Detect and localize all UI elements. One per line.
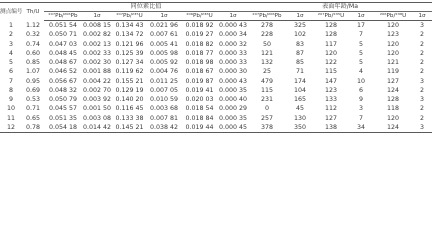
table-cell: 7	[358, 31, 363, 39]
table-cell: 83	[295, 40, 304, 48]
table-cell: 127	[386, 77, 400, 85]
table-cell: 0.051 35	[48, 114, 78, 122]
table-cell: 0.005 98	[149, 49, 179, 57]
table-cell: 85	[295, 59, 304, 66]
table-row	[0, 123, 432, 133]
table-cell: 132	[260, 59, 274, 66]
table-cell: 350	[286, 123, 314, 133]
table-cell: 0.007 05	[149, 86, 179, 94]
table-cell: 0.047 03	[48, 40, 78, 48]
table-cell: 0.127 34	[115, 59, 144, 66]
table-cell: 0.000 35	[218, 114, 248, 122]
table-cell: 0.000 43	[218, 22, 248, 29]
table-cell: 0.048 32	[48, 86, 78, 94]
table-cell: 174	[293, 77, 307, 85]
table-cell: 0.046 52	[48, 68, 78, 76]
table-cell: 0.018 92	[185, 22, 214, 29]
table-cell: 2	[420, 40, 425, 48]
table-cell: 120	[386, 114, 400, 122]
table-cell: 71	[295, 68, 304, 76]
table-cell: 0.95	[25, 77, 41, 85]
table-cell: 479	[260, 77, 274, 85]
table-cell: 124	[374, 123, 412, 133]
table-row	[0, 86, 432, 95]
header-age-col: 1σ	[348, 12, 374, 21]
table-cell: 0.121 96	[115, 40, 144, 48]
table-cell: 0.038 42	[147, 123, 181, 133]
table-cell: 0.140 20	[115, 96, 144, 103]
table-cell: 9	[8, 96, 13, 103]
table-cell: 121	[386, 59, 400, 66]
table-cell: 0.32	[25, 31, 41, 39]
table-cell: 5	[358, 59, 363, 66]
table-cell: 4	[358, 68, 363, 76]
table-cell: 147	[324, 77, 338, 85]
table-cell: 0.002 70	[82, 86, 112, 94]
table-cell: 0.155 21	[115, 77, 144, 85]
table-cell: 119	[386, 68, 400, 76]
table-cell: 0.021 96	[149, 22, 179, 29]
table-cell: 0.000 43	[218, 77, 248, 85]
table-cell: 0.002 33	[82, 49, 112, 57]
table-cell: 0.000 30	[218, 68, 248, 76]
table-cell: 1.12	[25, 21, 41, 29]
table-cell: 0.65	[25, 114, 41, 122]
table-cell: 0.60	[25, 49, 41, 57]
table-cell: 231	[260, 96, 274, 103]
table-cell: 133	[324, 96, 338, 103]
table-cell: 0.050 79	[48, 96, 78, 103]
table-cell: 9	[358, 96, 363, 103]
table-cell: 0.018 98	[185, 59, 214, 66]
table-row	[0, 49, 432, 58]
table-cell: 0.000 35	[218, 86, 248, 94]
table-cell: 0.003 92	[82, 96, 112, 103]
table-cell: 0.018 67	[185, 68, 214, 76]
table-cell: 2	[420, 49, 425, 57]
table-cell: 120	[324, 49, 338, 57]
table-cell: 123	[386, 31, 400, 39]
header-age-col: 1σ	[412, 12, 432, 21]
table-cell: 112	[324, 105, 338, 113]
table-cell: 2	[420, 31, 425, 39]
table-cell: 0.000 29	[218, 105, 248, 113]
table-cell: 0	[264, 105, 269, 113]
table-cell: 0.019 27	[185, 31, 214, 39]
table-cell: 102	[293, 31, 307, 39]
table-cell: 0.116 45	[115, 105, 144, 113]
header-surface-age: 表面年龄/Ma	[248, 3, 432, 12]
table-cell: 0.002 82	[82, 31, 112, 39]
table-cell: 0.000 33	[218, 59, 248, 66]
table-cell: 50	[262, 40, 271, 48]
table-cell: 8	[8, 86, 13, 94]
table-cell: 0.014 42	[82, 123, 112, 131]
table-cell: 25	[262, 68, 271, 76]
table-row	[0, 114, 432, 123]
table-cell: 0.051 54	[48, 22, 78, 29]
table-cell: 0.000 40	[218, 96, 248, 103]
table-cell: 0.119 62	[115, 68, 144, 76]
header-spot-no: 测点编号	[0, 3, 22, 21]
table-cell: 0.011 25	[149, 77, 179, 85]
table-header	[0, 3, 432, 21]
table-cell: 0.048 45	[48, 49, 78, 57]
header-age-col: 1σ	[286, 12, 314, 21]
table-cell: 11	[6, 114, 15, 122]
table-cell: 120	[386, 40, 400, 48]
table-cell: 0.133 38	[115, 114, 144, 122]
table-cell: 10	[356, 77, 365, 85]
table-cell: 7	[8, 77, 13, 85]
table-row	[0, 95, 432, 104]
table-cell: 0.007 61	[149, 31, 179, 39]
table-cell: 0.145 21	[112, 123, 147, 133]
table-cell: 0.000 32	[218, 40, 248, 48]
table-cell: 0.019 87	[185, 77, 214, 85]
table-cell: 0.019 44	[181, 123, 218, 133]
table-row	[0, 104, 432, 113]
subheader-row	[0, 12, 432, 21]
table-cell: 0.002 13	[82, 40, 112, 48]
header-ratio-col: 1σ	[82, 12, 112, 21]
table-cell: 378	[248, 123, 286, 133]
table-cell: 7	[358, 114, 363, 122]
header-ratio-col: ²⁰⁷Pb/²³⁵U	[112, 12, 147, 21]
table-cell: 0.000 34	[218, 31, 248, 39]
table-cell: 130	[293, 114, 307, 122]
header-ratio-col: 1σ	[147, 12, 181, 21]
table-cell: 0.74	[25, 40, 41, 48]
table-cell: 120	[386, 22, 400, 29]
table-cell: 3	[420, 22, 425, 29]
header-ratio-col: 1σ	[218, 12, 248, 21]
table-cell: 3	[420, 77, 425, 85]
table-cell: 115	[324, 68, 338, 76]
table-cell: 0.53	[25, 96, 41, 103]
table-cell: 17	[356, 22, 365, 29]
table-cell: 0.134 43	[115, 22, 144, 29]
table-cell: 2	[420, 114, 425, 122]
table-cell: 0.001 88	[82, 68, 112, 76]
table-cell: 0.003 68	[149, 105, 179, 113]
table-cell: 121	[260, 49, 274, 57]
table-cell: 3	[358, 105, 363, 113]
table-cell: 0.054 18	[44, 123, 82, 133]
header-age-col: ²⁰⁶Pb/²³⁸U	[374, 12, 412, 21]
table-cell: 2	[420, 68, 425, 76]
table-cell: 0.018 82	[185, 40, 214, 48]
table-cell: 257	[260, 114, 274, 122]
table-row	[0, 40, 432, 49]
header-isotope-ratios: 同位素比值	[44, 3, 248, 12]
table-cell: 0.129 19	[115, 86, 144, 94]
table-cell: 0.000 33	[218, 49, 248, 57]
table-cell: 87	[295, 49, 304, 57]
table-cell: 0.69	[25, 86, 41, 94]
table-cell: 0.005 41	[149, 40, 179, 48]
table-cell: 2	[8, 31, 13, 39]
table-cell: 2	[420, 86, 425, 94]
table-cell: 120	[386, 49, 400, 57]
table-cell: 34	[348, 123, 374, 133]
table-cell: 0.004 22	[82, 77, 112, 85]
table-cell: 0.004 76	[149, 68, 179, 76]
table-cell: 4	[8, 49, 13, 57]
header-age-col: ²⁰⁷Pb/²³⁵U	[314, 12, 348, 21]
table-cell: 45	[295, 105, 304, 113]
table-cell: 1	[8, 21, 13, 29]
table-cell: 0.85	[25, 59, 41, 66]
table-cell: 0.007 81	[149, 114, 179, 122]
table-cell: 128	[324, 22, 338, 29]
table-cell: 0.056 67	[48, 77, 78, 85]
table-cell: 5	[358, 49, 363, 57]
table-cell: 325	[293, 22, 307, 29]
table-cell: 278	[260, 22, 274, 29]
table-cell: 0.018 54	[185, 105, 214, 113]
table-cell: 117	[324, 40, 338, 48]
table-cell: 123	[324, 86, 338, 94]
header-th-u: Th/U	[22, 3, 44, 21]
table-cell: 228	[260, 31, 274, 39]
table-cell: 0.002 30	[82, 59, 112, 66]
table-cell: 0.020 03	[185, 96, 214, 103]
table-cell: 6	[358, 86, 363, 94]
table-cell: 6	[8, 68, 13, 76]
table-cell: 0.78	[22, 123, 44, 133]
table-cell: 122	[324, 59, 338, 66]
table-row	[0, 77, 432, 86]
table-cell: 0.018 77	[185, 49, 214, 57]
table-cell: 0.019 41	[185, 86, 214, 94]
table-cell: 0.71	[25, 105, 41, 113]
table-cell: 3	[420, 96, 425, 103]
table-cell: 128	[386, 96, 400, 103]
table-cell: 104	[293, 86, 307, 94]
table-row	[0, 67, 432, 76]
table-cell: 2	[420, 59, 425, 66]
table-cell: 0.001 50	[82, 105, 112, 113]
table-row	[0, 30, 432, 39]
table-cell: 5	[358, 40, 363, 48]
table-cell: 2	[420, 105, 425, 113]
table-cell: 128	[324, 31, 338, 39]
table-cell: 3	[8, 40, 13, 48]
header-ratio-col: ²⁰⁷Pb/²⁰⁶Pb	[44, 12, 82, 21]
table-cell: 0.005 92	[149, 59, 179, 66]
table-row	[0, 58, 432, 67]
table-cell: 118	[386, 105, 400, 113]
table-cell: 0.000 45	[218, 123, 248, 131]
table-cell: 0.003 08	[82, 114, 112, 122]
table-cell: 0.050 71	[48, 31, 78, 39]
table-cell: 0.018 84	[185, 114, 214, 122]
table-row	[0, 21, 432, 31]
table-cell: 0.045 57	[48, 105, 78, 113]
zircon-data-table	[0, 2, 432, 133]
table-cell: 5	[8, 59, 13, 66]
header-age-col: ²⁰⁷Pb/²⁰⁶Pb	[248, 12, 286, 21]
table-cell: 1.07	[25, 68, 41, 76]
table-cell: 0.010 59	[149, 96, 179, 103]
table-cell: 124	[386, 86, 400, 94]
table-cell: 0.125 39	[115, 49, 144, 57]
table-cell: 0.008 15	[82, 22, 112, 29]
header-ratio-col: ²⁰⁶Pb/²³⁸U	[181, 12, 218, 21]
table-cell: 12	[0, 123, 22, 133]
table-body	[0, 21, 432, 133]
table-cell: 0.048 67	[48, 59, 78, 66]
table-cell: 0.134 72	[115, 31, 144, 39]
table-cell: 138	[314, 123, 348, 133]
table-cell: 10	[6, 105, 15, 113]
table-cell: 165	[293, 96, 307, 103]
table-cell: 115	[260, 86, 274, 94]
table-cell: 3	[412, 123, 432, 133]
table-cell: 127	[324, 114, 338, 122]
